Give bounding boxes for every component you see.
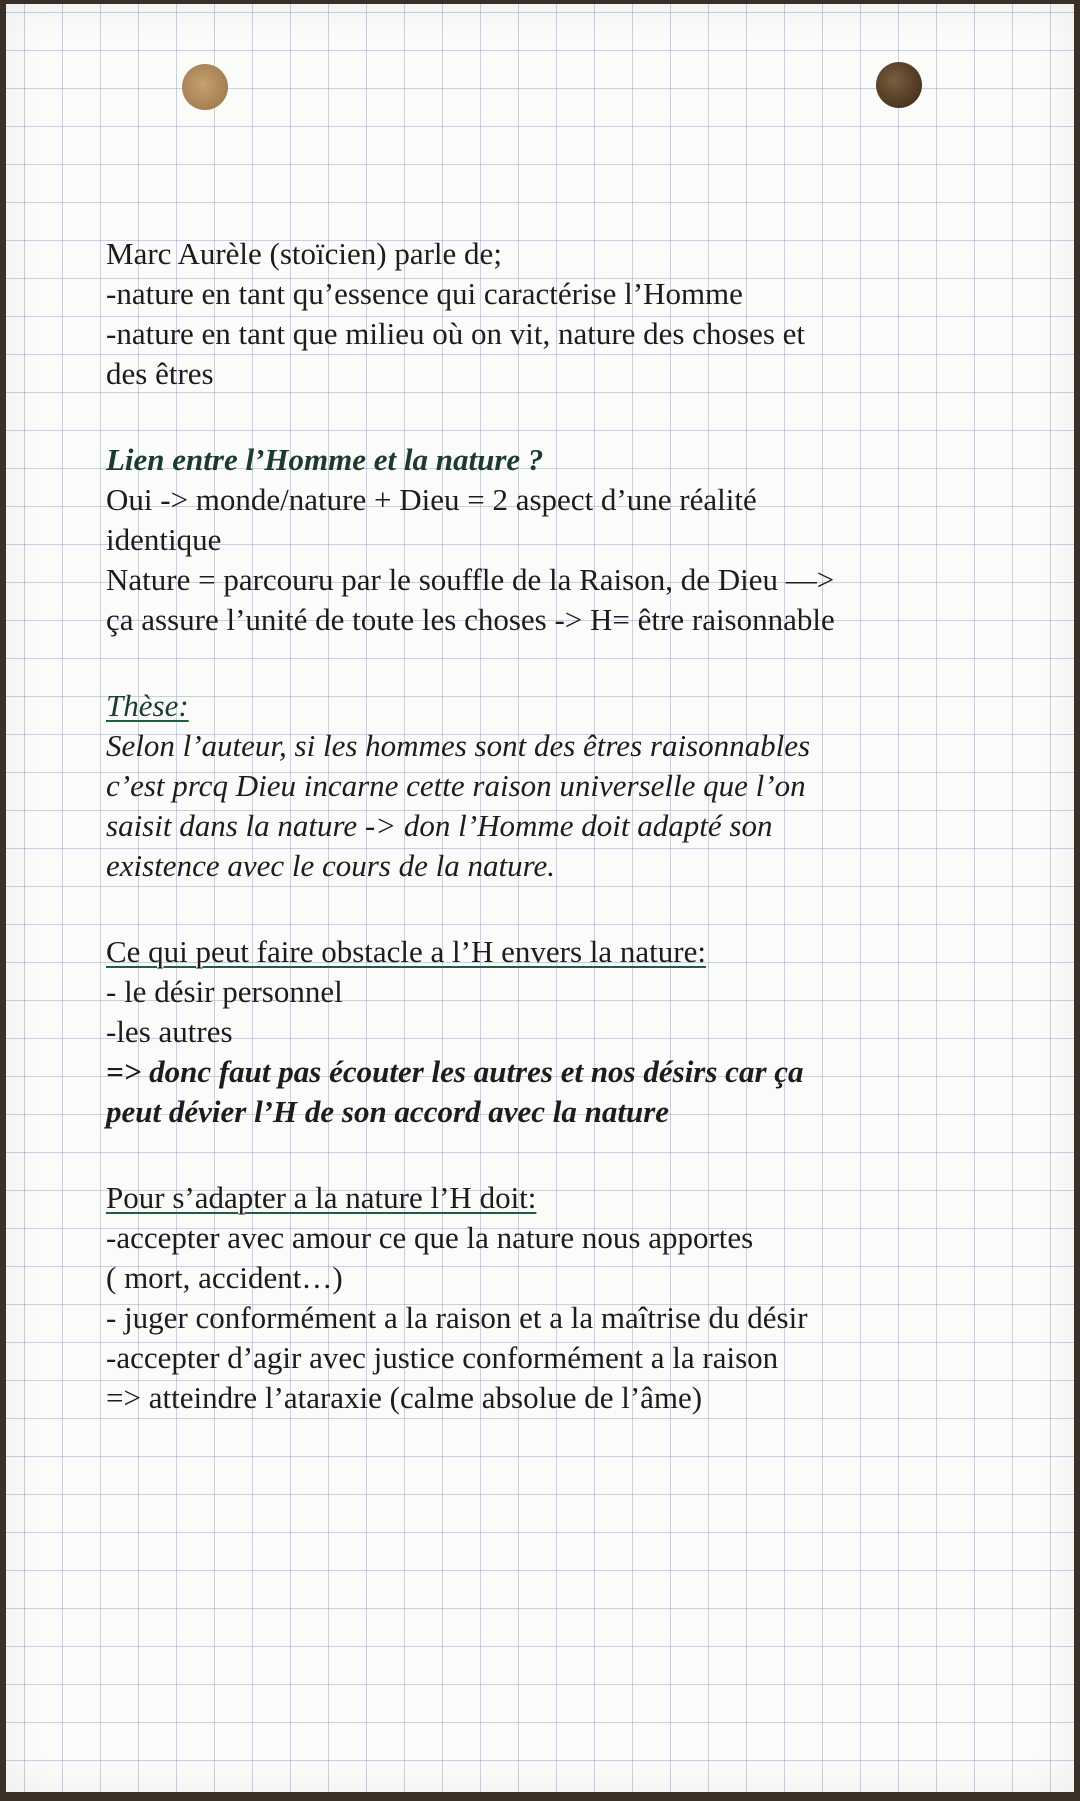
lien-line: ça assure l’unité de toute les choses -> H= être raisonnable [106, 602, 835, 637]
notes-content [106, 234, 1006, 1418]
graph-paper-sheet [6, 4, 1074, 1792]
adapter-line: => atteindre l’ataraxie (calme absolue de l’âme) [106, 1380, 703, 1415]
lien-line: identique [106, 522, 222, 557]
intro-line: des êtres [106, 356, 214, 391]
obstacle-line: -les autres [106, 1014, 233, 1049]
adapter-line: - juger conformément a la raison et a la maîtrise du désir [106, 1300, 808, 1335]
lien-title: Lien entre l’Homme et la nature ? [106, 442, 544, 477]
these-title: Thèse: [106, 688, 189, 723]
punch-hole-left [182, 64, 228, 110]
intro-line: -nature en tant qu’essence qui caractérise l’Homme [106, 276, 743, 311]
lien-line: Oui -> monde/nature + Dieu = 2 aspect d’une réalité [106, 482, 757, 517]
adapter-line: -accepter d’agir avec justice conformément a la raison [106, 1340, 779, 1375]
obstacle-title: Ce qui peut faire obstacle a l’H envers la nature: [106, 934, 706, 969]
intro-line: -nature en tant que milieu où on vit, nature des choses et [106, 316, 806, 351]
these-line: saisit dans la nature -> don l’Homme doit adapté son [106, 808, 773, 843]
obstacle-conclusion: peut dévier l’H de son accord avec la nature [106, 1094, 670, 1129]
obstacle-line: - le désir personnel [106, 974, 343, 1009]
adapter-line: ( mort, accident…) [106, 1260, 343, 1295]
intro-line: Marc Aurèle (stoïcien) parle de; [106, 236, 502, 271]
these-section [106, 686, 1006, 886]
these-line: existence avec le cours de la nature. [106, 848, 556, 883]
obstacle-section [106, 932, 1006, 1132]
obstacle-conclusion: => donc faut pas écouter les autres et nos désirs car ça [106, 1054, 804, 1089]
adapter-title: Pour s’adapter a la nature l’H doit: [106, 1180, 537, 1215]
punch-hole-right [876, 62, 922, 108]
adapter-line: -accepter avec amour ce que la nature nous apportes [106, 1220, 754, 1255]
lien-section [106, 440, 1006, 640]
these-line: c’est prcq Dieu incarne cette raison universelle que l’on [106, 768, 806, 803]
these-line: Selon l’auteur, si les hommes sont des êtres raisonnables [106, 728, 811, 763]
adapter-section [106, 1178, 1006, 1418]
lien-line: Nature = parcouru par le souffle de la Raison, de Dieu —> [106, 562, 835, 597]
intro-section [106, 234, 1006, 394]
